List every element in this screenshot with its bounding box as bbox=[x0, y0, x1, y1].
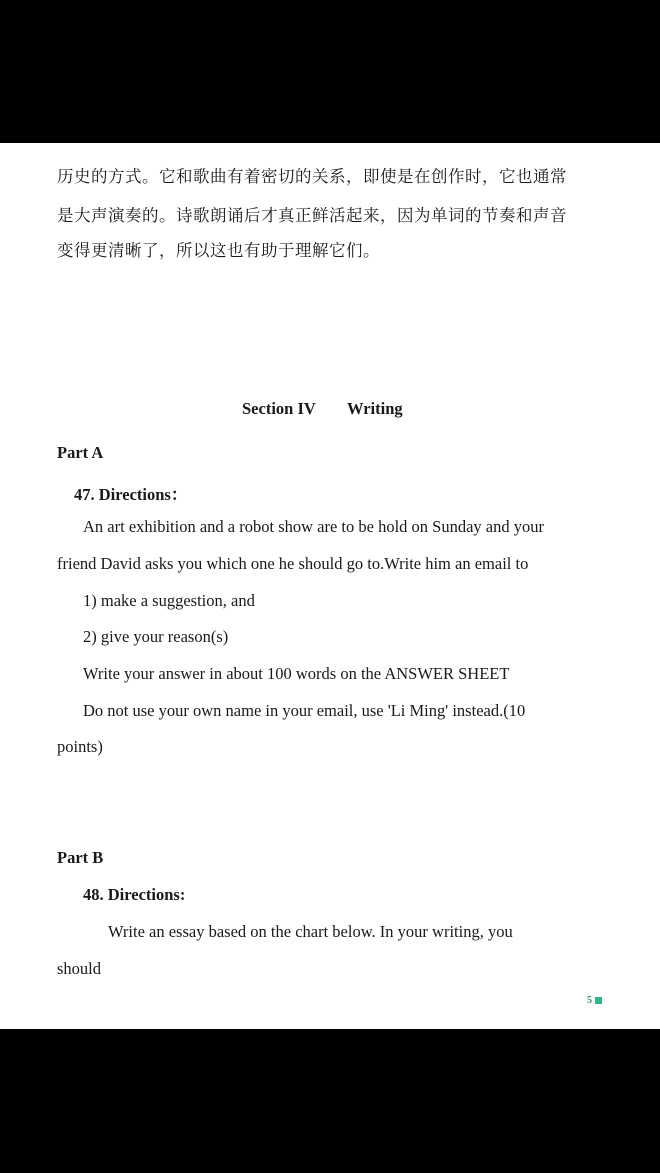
part-a-directions-label: 47. Directions： bbox=[74, 485, 188, 504]
page-number bbox=[587, 995, 602, 1006]
part-a-text-line-2: friend David asks you which one he should go to.Write him an email to bbox=[57, 554, 529, 573]
page-marker-icon bbox=[595, 997, 602, 1004]
chinese-text-line-1: 历史的方式。它和歌曲有着密切的关系，即使是在创作时，它也通常 bbox=[57, 167, 567, 186]
chinese-text-line-2: 是大声演奏的。诗歌朗诵后才真正鲜活起来，因为单词的节奏和声音 bbox=[57, 206, 567, 225]
chinese-text-line-3: 变得更清晰了，所以这也有助于理解它们。 bbox=[57, 241, 380, 260]
part-a-instruction-1: Write your answer in about 100 words on the ANSWER SHEET bbox=[83, 664, 510, 683]
part-a-item-1: 1) make a suggestion, and bbox=[83, 591, 255, 610]
part-a-text-line-1: An art exhibition and a robot show are to be hold on Sunday and your bbox=[83, 517, 544, 536]
part-a-instruction-2-cont: points) bbox=[57, 737, 103, 756]
document-page bbox=[0, 143, 660, 1029]
part-a-item-2: 2) give your reason(s) bbox=[83, 627, 229, 646]
part-b-label: Part B bbox=[57, 848, 104, 867]
section-label: Section IV bbox=[242, 399, 316, 418]
part-a-label: Part A bbox=[57, 443, 104, 462]
part-b-text-line-1: Write an essay based on the chart below. In your writing, you bbox=[108, 922, 513, 941]
section-title: Writing bbox=[347, 399, 403, 418]
part-b-text-line-2: should bbox=[57, 959, 102, 978]
page-number-text: 5 bbox=[587, 995, 592, 1006]
part-a-instruction-2: Do not use your own name in your email, use 'Li Ming' instead.(10 bbox=[83, 701, 526, 720]
part-b-directions-label: 48. Directions: bbox=[83, 885, 186, 904]
